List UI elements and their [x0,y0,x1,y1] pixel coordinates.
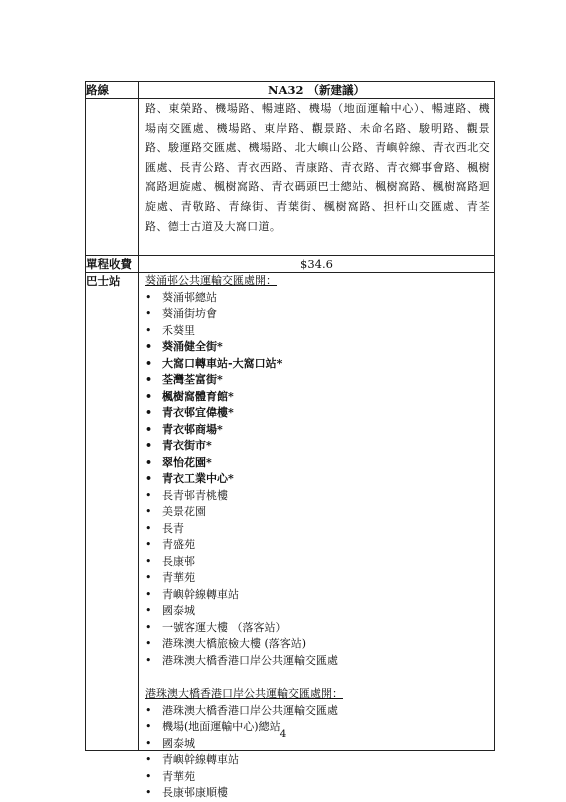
bus-stop-name: 長康邨 [162,554,195,568]
bus-stop-section-title: 葵涌邨公共運輸交匯處開： [145,274,277,287]
route-number: NA32 （新建議） [139,82,495,99]
bus-stop-item [145,438,490,455]
bullet-icon: • [145,406,153,419]
bus-stop-name: 港珠澳大橋旅檢大樓 (落客站) [162,637,307,650]
bus-stop-item [145,554,490,571]
bullet-icon: • [145,653,152,667]
bus-stop-item [145,389,490,406]
bullet-icon: • [145,720,152,733]
bus-stop-item [145,587,490,604]
bus-stop-item [145,323,490,340]
bus-stop-name: 青嶼幹線轉車站 [162,587,239,601]
bullet-icon: • [145,769,152,783]
bus-stop-item [145,752,490,769]
bus-stop-name: 青嶼幹線轉車站 [162,753,239,766]
bus-stop-item [145,653,490,670]
bullet-icon: • [145,455,153,469]
bus-stop-name: 荃灣荃富街* [162,373,223,386]
bus-stop-name: 長青邨青桃樓 [162,488,228,502]
bullet-icon: • [145,571,152,584]
route-header-row [86,82,495,99]
bullet-icon: • [145,373,153,386]
bullet-icon: • [145,439,153,452]
fare-value: $34.6 [139,256,495,273]
bus-stop-item [145,422,490,439]
bus-stop-name: 國泰城 [162,736,195,750]
bus-stop-list [145,290,490,670]
bullet-icon: • [145,538,152,551]
bullet-icon: • [145,753,152,766]
bullet-icon: • [145,620,152,634]
bus-stop-item [145,537,490,554]
bus-stop-item [145,471,490,488]
bus-stop-name: 葵涌健全街* [162,340,223,353]
bus-stop-list [145,703,490,802]
route-label: 路線 [86,82,139,99]
bus-stop-name: 青衣邨商場* [162,422,223,436]
bullet-icon: • [145,356,153,370]
bus-stop-section-title: 港珠澳大橋香港口岸公共運輸交匯處開： [145,687,343,700]
bus-stops-row [86,273,495,751]
bus-stop-item [145,455,490,472]
bus-stop-item [145,488,490,505]
bus-stop-name: 美景花園 [162,505,206,518]
bus-stop-name: 大窩口轉車站-大窩口站* [162,356,283,370]
bus-stop-item [145,703,490,720]
bus-stop-name: 長康邨康順樓 [162,786,228,799]
bus-stop-name: 青華苑 [162,571,195,584]
routing-text: 路、東榮路、機場路、暢連路、機場（地面運輸中心）、暢連路、機場南交匯處、機場路、東岸路、觀景路、未命名路、駿明路、觀景路、駿運路交匯處、機場路、北大嶼山公路、青嶼幹線、青衣西北交匯處、長青公路、青衣西路、青康路、青衣路、青衣鄉事會路、楓樹窩路迴旋處、楓樹窩路、青衣碼頭巴士總站、楓樹窩路、楓樹窩路迴旋處、青敬路、青綠街、青葉街、楓樹窩路、担杆山交匯處、青荃路、德士古道及大窩口道。 [145,102,490,233]
bus-stop-item [145,603,490,620]
bus-stop-item [145,636,490,653]
bullet-icon: • [145,637,152,650]
bullet-icon: • [145,389,153,403]
bus-stop-name: 禾葵里 [162,323,195,337]
bus-stop-name: 長青 [162,521,184,535]
bus-stop-name: 青盛苑 [162,538,195,551]
bullet-icon: • [145,422,153,436]
bus-stops-cell [139,273,495,799]
bullet-icon: • [145,472,153,485]
bullet-icon: • [145,505,152,518]
bus-stop-item [145,620,490,637]
route-details-table [85,81,495,799]
bullet-icon: • [145,604,152,617]
bus-stop-name: 楓樹窩體育館* [162,389,234,403]
bus-stop-name: 港珠澳大橋香港口岸公共運輸交匯處 [162,703,338,717]
bullet-icon: • [145,488,152,502]
bus-stops-label: 巴士站 [86,273,139,751]
bus-stops-list [139,273,494,799]
bullet-icon: • [145,786,152,799]
bus-stop-item [145,769,490,786]
bullet-icon: • [145,290,152,304]
bus-stop-name: 青華苑 [162,769,195,783]
fare-row [86,256,495,273]
bus-stop-name: 國泰城 [162,604,195,617]
bus-stop-item [145,356,490,373]
bullet-icon: • [145,554,152,568]
bus-stop-item [145,504,490,521]
bus-stop-name: 一號客運大樓 （落客站） [162,620,287,634]
bus-stop-name: 機場(地面運輸中心)總站 [162,720,281,733]
bus-stop-name: 翠怡花園* [162,455,212,469]
routing-label-cell [86,99,139,256]
bus-stop-item [145,372,490,389]
bullet-icon: • [145,736,152,750]
bus-stop-item [145,290,490,307]
bus-stop-item [145,785,490,802]
bullet-icon: • [145,521,152,535]
bus-stop-item [145,339,490,356]
bus-stop-name: 葵涌邨總站 [162,290,217,304]
bus-stop-name: 港珠澳大橋香港口岸公共運輸交匯處 [162,653,338,667]
bus-stop-name: 青衣邨宜偉樓* [162,406,234,419]
routing-cell [139,99,495,256]
bus-stop-item [145,570,490,587]
bus-stop-item [145,405,490,422]
bus-stop-name: 葵涌街坊會 [162,307,217,320]
bus-stop-name: 青衣工業中心* [162,472,234,485]
bullet-icon: • [145,307,152,320]
bus-stop-item [145,306,490,323]
page-number: 4 [279,728,287,740]
bullet-icon: • [145,340,153,353]
routing-row [86,99,495,256]
bullet-icon: • [145,703,152,717]
fare-label: 單程收費 [86,256,139,273]
bus-stop-item [145,521,490,538]
bus-stop-name: 青衣街市* [162,439,212,452]
bullet-icon: • [145,323,152,337]
bullet-icon: • [145,587,152,601]
